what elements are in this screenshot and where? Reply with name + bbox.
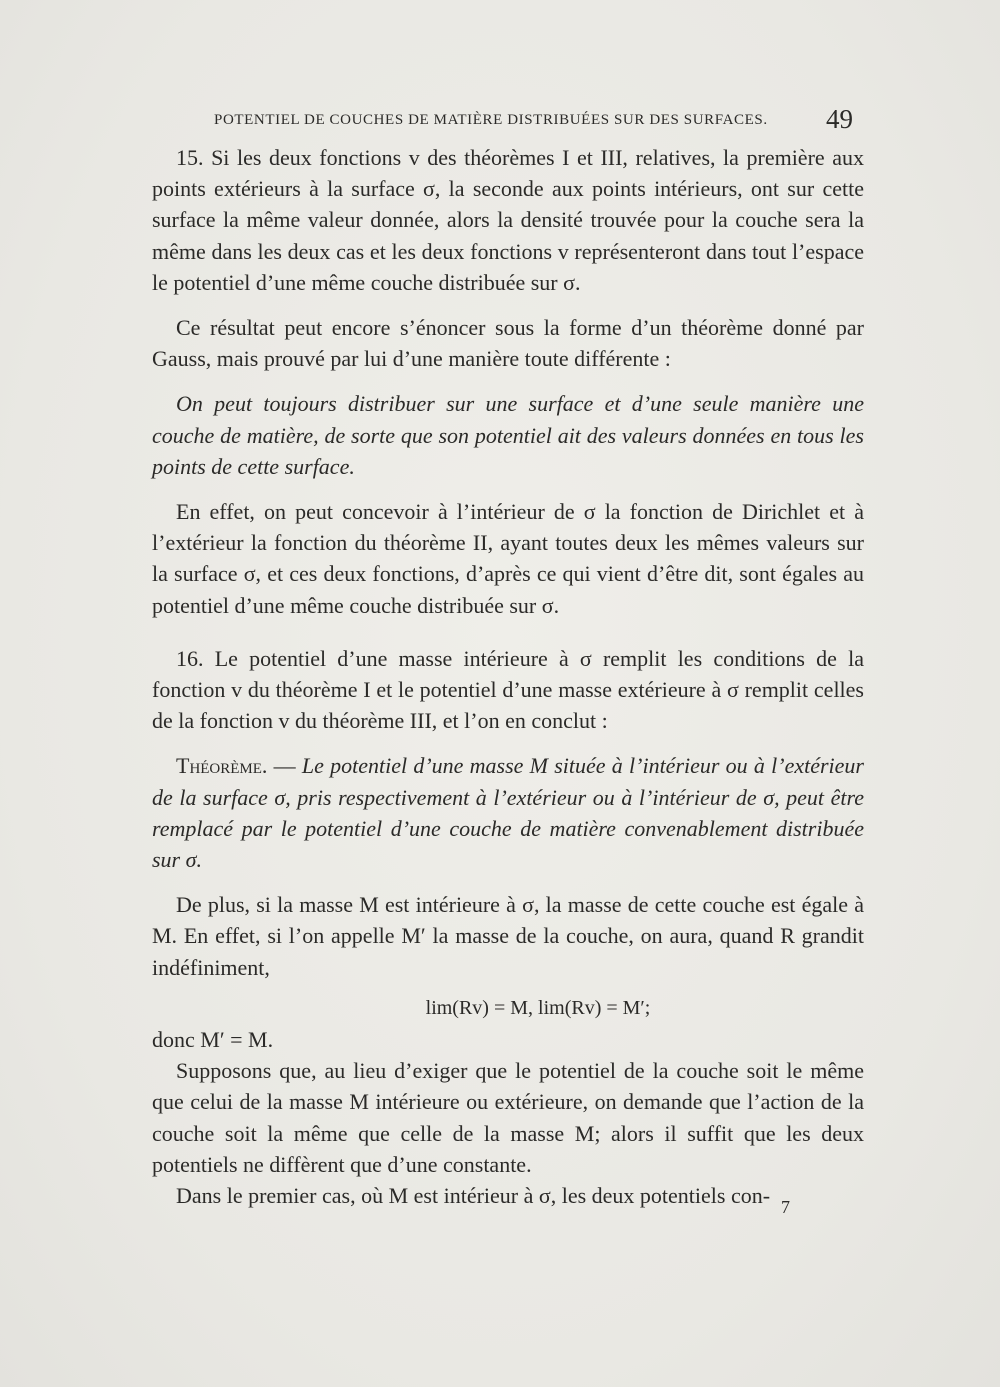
page-number: 49 (826, 104, 853, 134)
section-15-text-1: Si les deux fonctions v des théorèmes I et III, relatives, la première aux points extérieurs à la surface σ, la seconde aux points intérieurs, ont sur cette surface la même valeur donnée, alors la densité trouvée pour la couche sera la même dans les deux cas et les deux fonctions v représenteront dans tout l’espace le potentiel d’une même couche distribuée sur σ. (152, 145, 864, 295)
signature-mark: 7 (781, 1197, 790, 1217)
section-16-paragraph-1 (152, 643, 864, 737)
section-16-paragraph-4: Supposons que, au lieu d’exiger que le potentiel de la couche soit le même que celui de la masse M intérieure ou extérieure, on demande que l’action de la couche soit la même que celle de la masse M; alors il suffit que les deux potentiels ne diffèrent que d’une constante. (152, 1058, 864, 1177)
section-16-number: 16. (176, 645, 204, 671)
section-15-number: 15. (176, 145, 204, 170)
section-16-paragraph-3: donc M′ = M. (152, 1027, 274, 1053)
section-15-paragraph-3: En effet, on peut concevoir à l’intérieur de σ la fonction de Dirichlet et à l’extérieur la fonction du théorème II, ayant toutes deux les mêmes valeurs sur la surface σ, et ces deux fonctions, d’après ce qui vient d’être dit, sont égales au potentiel d’une même couche distribuée sur σ. (152, 499, 864, 618)
section-16-paragraph-2: De plus, si la masse M est intérieure à σ, la masse de cette couche est égale à M. En effet, si l’on appelle M′ la masse de la couche, on aura, quand R grandit indéfiniment, (152, 892, 864, 980)
theorem-text: Le potentiel d’une masse M située à l’intérieur ou à l’extérieur de la surface σ, pris respectivement à l’extérieur ou à l’intérieur de σ, peut être remplacé par le potentiel d’une couche de matière convenablement distribuée sur σ. (152, 753, 864, 873)
theorem-label: Théorème. — (176, 753, 296, 779)
section-16-paragraph-5: Dans le premier cas, où M est intérieur à σ, les deux potentiels con- (176, 1183, 771, 1209)
limit-formula: lim(Rv) = M, lim(Rv) = M′; (425, 996, 651, 1019)
section-15-paragraph-2: Ce résultat peut encore s’énoncer sous la forme d’un théorème donné par Gauss, mais prouvé par lui d’une manière toute différente : (152, 315, 864, 372)
page-body (152, 142, 864, 1211)
section-15-paragraph-1 (152, 142, 864, 298)
section-16-theorem (152, 750, 864, 875)
section-16-text-1: Le potentiel d’une masse intérieure à σ remplit les conditions de la fonction v du théorème I et le potentiel d’une masse extérieure à σ remplit celles de la fonction v du théorème III, et l’on en conclut : (152, 645, 865, 734)
running-header: POTENTIEL DE COUCHES DE MATIÈRE DISTRIBUÉES SUR DES SURFACES. (214, 112, 768, 128)
section-15-theorem: On peut toujours distribuer sur une surface et d’une seule manière une couche de matière, de sorte que son potentiel ait des valeurs données en tous les points de cette surface. (152, 391, 864, 479)
